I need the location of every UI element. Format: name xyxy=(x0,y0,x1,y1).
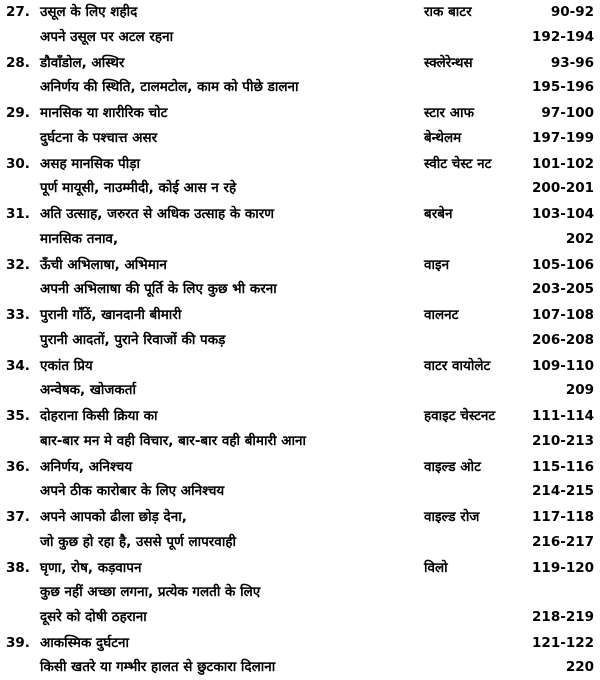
entry-remedy-name: वाइल्ड ओट xyxy=(424,458,481,475)
entry-description: बार-बार मन मे वही विचार, बार-बार वही बीमारी आना xyxy=(40,432,306,449)
entry-main-line xyxy=(0,101,600,126)
entry-main-line xyxy=(0,556,600,581)
entry-page-range: 97-100 xyxy=(541,105,594,121)
entry-page-range: 206-208 xyxy=(532,331,594,348)
index-entry xyxy=(0,101,600,150)
entry-number: 29. xyxy=(6,105,30,121)
entry-description: पुरानी आदतों, पुराने रिवाजों की पकड़ xyxy=(40,331,226,348)
entry-number: 33. xyxy=(6,307,30,323)
index-entry xyxy=(0,202,600,251)
entry-description: कुछ नहीं अच्छा लगना, प्रत्येक गलती के लिए xyxy=(40,584,261,600)
entry-page-range: 111-114 xyxy=(532,408,594,424)
entry-main-line xyxy=(0,505,600,530)
entry-page-range: 90-92 xyxy=(550,4,594,20)
index-entry xyxy=(0,303,600,352)
entry-page-range: 210-213 xyxy=(532,432,594,449)
entry-page-range: 109-110 xyxy=(532,357,594,374)
entry-remedy-name: राक बाटर xyxy=(424,4,472,20)
entry-number: 28. xyxy=(6,54,30,71)
entry-page-range: 214-215 xyxy=(532,483,594,499)
index-entry xyxy=(0,354,600,403)
entry-page-range: 192-194 xyxy=(532,28,594,45)
entry-sub-line xyxy=(0,580,600,605)
entry-page-range: 218-219 xyxy=(532,608,594,625)
entry-page-range: 93-96 xyxy=(550,54,594,71)
entry-sub-line xyxy=(0,126,600,151)
entry-remedy-name: हवाइट चेस्टनट xyxy=(424,408,496,424)
entry-description: अपने ठीक कारोबार के लिए अनिश्चय xyxy=(40,483,225,499)
entry-description: आकस्मिक दुर्घटना xyxy=(40,634,129,651)
entry-number: 30. xyxy=(6,155,30,172)
entry-page-range: 105-106 xyxy=(532,256,594,273)
entry-description: अपने उसूल पर अटल रहना xyxy=(40,28,174,45)
entry-remedy-name: वाटर वायोलेट xyxy=(424,357,491,374)
entry-remedy-name: वाइल्ड रोज xyxy=(424,509,480,525)
entry-description: अपने आपको ढीला छोड़ देना, xyxy=(40,509,187,525)
entry-page-range: 197-199 xyxy=(532,129,594,146)
entry-main-line xyxy=(0,404,600,429)
entry-number: 37. xyxy=(6,509,30,525)
entry-description: दुर्घटना के पश्चात्त असर xyxy=(40,129,158,146)
entry-remedy-name: स्क्लेरेन्थस xyxy=(424,54,473,71)
entry-main-line xyxy=(0,455,600,480)
entry-description: एकांत प्रिय xyxy=(40,357,93,374)
entry-page-range: 202 xyxy=(565,230,594,247)
entry-page-range: 195-196 xyxy=(532,79,594,95)
entry-main-line xyxy=(0,51,600,76)
entry-page-range: 115-116 xyxy=(532,458,594,475)
entry-description: असह मानसिक पीड़ा xyxy=(40,155,140,172)
entry-main-line xyxy=(0,253,600,278)
entry-page-range: 200-201 xyxy=(532,180,594,196)
entry-description: पुरानी गाँठें, खानदानी बीमारी xyxy=(40,307,182,323)
entry-number: 27. xyxy=(6,4,30,20)
entry-description: अति उत्साह, जरुरत से अधिक उत्साह के कारण xyxy=(40,206,275,222)
entry-sub-line xyxy=(0,176,600,201)
entry-sub-line xyxy=(0,655,600,680)
entry-number: 34. xyxy=(6,357,30,374)
entry-description: मानसिक या शारीरिक चोट xyxy=(40,105,168,121)
entry-description: अन्वेषक, खोजकर्ता xyxy=(40,382,136,398)
entry-remedy-name: वालनट xyxy=(424,307,459,323)
entry-page-range: 220 xyxy=(565,659,594,675)
entry-page-range: 203-205 xyxy=(532,281,594,297)
entry-description: पूर्ण मायूसी, नाउम्मीदी, कोई आस न रहे xyxy=(40,180,237,196)
entry-sub-line xyxy=(0,530,600,555)
entry-description: घृणा, रोष, कड़वापन xyxy=(40,559,142,576)
entry-main-line xyxy=(0,631,600,656)
entry-sub-line xyxy=(0,277,600,302)
entry-page-range: 117-118 xyxy=(532,509,594,525)
entry-remedy-name: वाइन xyxy=(424,256,450,273)
entry-main-line xyxy=(0,303,600,328)
entry-sub-line xyxy=(0,25,600,50)
index-entry xyxy=(0,455,600,504)
entry-remedy-name: बरबेन xyxy=(424,206,453,222)
entry-sub-line xyxy=(0,479,600,504)
entry-number: 38. xyxy=(6,559,30,576)
index-entry xyxy=(0,404,600,453)
entry-number: 31. xyxy=(6,206,30,222)
entry-description: दोहराना किसी क्रिया का xyxy=(40,408,158,424)
entry-main-line xyxy=(0,354,600,379)
entry-remedy-name: स्टार आफ xyxy=(424,105,474,121)
index-entry xyxy=(0,253,600,302)
entry-page-range: 209 xyxy=(565,382,594,398)
entry-sub-line xyxy=(0,605,600,630)
entry-page-range: 216-217 xyxy=(532,533,594,550)
index-entry xyxy=(0,631,600,680)
entry-page-range: 107-108 xyxy=(532,307,594,323)
entry-sub-line xyxy=(0,75,600,100)
index-entry xyxy=(0,51,600,100)
entry-page-range: 121-122 xyxy=(532,634,594,651)
entry-sub-line xyxy=(0,227,600,252)
index-entry xyxy=(0,152,600,201)
entry-number: 32. xyxy=(6,256,30,273)
entry-description: अनिर्णय की स्थिति, टालमटोल, काम को पीछे डालना xyxy=(40,79,299,95)
index-entry xyxy=(0,556,600,630)
entry-remedy-name: बेन्थेलम xyxy=(424,129,462,146)
entry-remedy-name: स्वीट चेस्ट नट xyxy=(424,155,492,172)
entry-page-range: 103-104 xyxy=(532,206,594,222)
entry-description: उसूल के लिए शहीद xyxy=(40,4,138,20)
entry-description: मानसिक तनाव, xyxy=(40,230,119,247)
entry-main-line xyxy=(0,0,600,25)
entry-sub-line xyxy=(0,328,600,353)
entry-number: 35. xyxy=(6,408,30,424)
entry-description: किसी खतरे या गम्भीर हालत से छुटकारा दिलाना xyxy=(40,659,276,675)
entry-remedy-name: विलो xyxy=(424,559,448,576)
entry-description: ऊँची अभिलाषा, अभिमान xyxy=(40,256,167,273)
entry-page-range: 101-102 xyxy=(532,155,594,172)
entry-sub-line xyxy=(0,429,600,454)
entry-description: दूसरे को दोषी ठहराना xyxy=(40,608,147,625)
entry-number: 36. xyxy=(6,458,30,475)
entry-description: डौवाँडोल, अस्थिर xyxy=(40,54,125,71)
entry-page-range: 119-120 xyxy=(532,559,594,576)
entry-description: अपनी अभिलाषा की पूर्ति के लिए कुछ भी करना xyxy=(40,281,277,297)
entry-sub-line xyxy=(0,378,600,403)
entry-description: जो कुछ हो रहा है, उससे पूर्ण लापरवाही xyxy=(40,533,236,550)
entry-number: 39. xyxy=(6,634,30,651)
entry-main-line xyxy=(0,202,600,227)
entry-description: अनिर्णय, अनिश्चय xyxy=(40,458,133,475)
index-entry xyxy=(0,0,600,49)
entry-main-line xyxy=(0,152,600,177)
index-entry xyxy=(0,505,600,554)
